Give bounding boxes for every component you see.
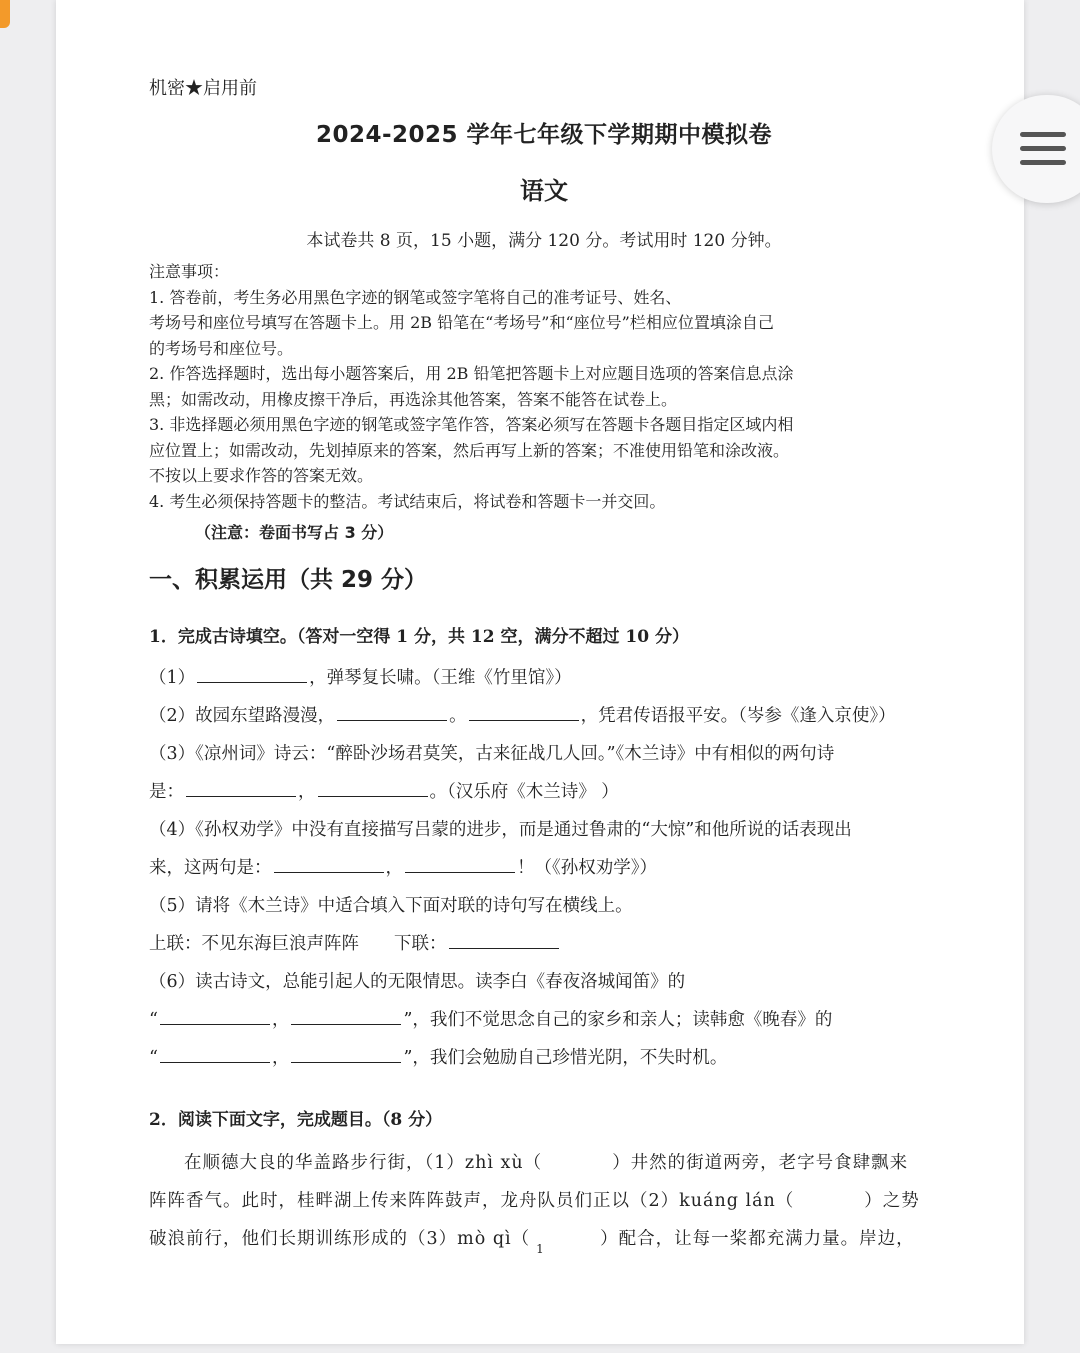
fill-blank xyxy=(318,795,428,797)
notice-line: 4. 考生必须保持答题卡的整洁。考试结束后，将试卷和答题卡一并交回。 xyxy=(149,491,666,511)
passage-text: 破浪前行，他们长期训练形成的（3）mò qì（ xyxy=(149,1229,531,1249)
q1-text: ， xyxy=(271,1048,290,1068)
q1-text: （2）故园东望路漫漫， xyxy=(149,706,336,726)
passage-text: ）之势 xyxy=(864,1191,920,1211)
fill-blank xyxy=(274,871,384,873)
notice-block xyxy=(149,259,939,514)
q1-text: （1） xyxy=(149,668,196,688)
passage-line xyxy=(149,1144,939,1182)
passage-text: 阵阵香气。此时，桂畔湖上传来阵阵鼓声，龙舟队员们正以（2）kuáng lán（ xyxy=(149,1191,795,1211)
passage-line xyxy=(149,1182,939,1220)
menu-bar xyxy=(1020,132,1066,137)
q1-text: ，凭君传语报平安。（岑参《逢入京使》） xyxy=(580,706,896,726)
handwriting-note: （注意：卷面书写占 3 分） xyxy=(195,523,394,542)
exam-title: 2024-2025 学年七年级下学期期中模拟卷 xyxy=(315,122,773,148)
notice-line: 应位置上；如需改动，先划掉原来的答案，然后再写上新的答案；不准使用铅笔和涂改液。 xyxy=(149,440,790,460)
q1-line xyxy=(149,773,939,811)
q1-line: （6）读古诗文，总能引起人的无限情思。读李白《春夜洛城闻笛》的 xyxy=(149,972,686,992)
q1-text: ，弹琴复长啸。（王维《竹里馆》） xyxy=(309,668,572,688)
fill-blank xyxy=(291,1023,401,1025)
q1-line: （5）请将《木兰诗》中适合填入下面对联的诗句写在横线上。 xyxy=(149,896,633,916)
q1-text: ”，我们不觉思念自己的家乡和亲人；读韩愈《晚春》的 xyxy=(403,1010,833,1030)
page-number: 1 xyxy=(536,1242,544,1256)
q1-text: ， xyxy=(271,1010,290,1030)
notice-line: 1. 答卷前，考生务必用黑色字迹的钢笔或签字笔将自己的准考证号、姓名、 xyxy=(149,287,682,307)
question-2-passage xyxy=(149,1144,939,1258)
notice-line: 的考场号和座位号。 xyxy=(149,338,294,358)
passage-text: 在顺德大良的华盖路步行街，（1）zhì xù（ xyxy=(184,1153,543,1173)
q1-line xyxy=(149,659,939,697)
notice-line: 2. 作答选择题时，选出每小题答案后，用 2B 铅笔把答题卡上对应题目选项的答案信息点涂 xyxy=(149,364,794,383)
fill-blank xyxy=(160,1061,270,1063)
notice-line: 黑；如需改动，用橡皮擦干净后，再选涂其他答案，答案不能答在试卷上。 xyxy=(149,389,678,409)
fill-blank xyxy=(186,795,296,797)
q1-text: 。 xyxy=(449,706,467,726)
page-content xyxy=(149,74,939,1258)
fill-blank xyxy=(160,1023,270,1025)
q1-line: （4）《孙权劝学》中没有直接描写吕蒙的进步，而是通过鲁肃的“大惊”和他所说的话表现出 xyxy=(149,820,852,840)
passage-text: ）配合，让每一桨都充满力量。岸边， xyxy=(600,1229,915,1249)
notice-line: 考场号和座位号填写在答题卡上。用 2B 铅笔在“考场号”和“座位号”栏相应位置填涂自己 xyxy=(149,313,774,332)
q1-text: ”，我们会勉励自己珍惜光阴，不失时机。 xyxy=(403,1048,728,1068)
section-title: 一、积累运用（共 29 分） xyxy=(149,567,428,593)
exam-subject: 语文 xyxy=(520,177,568,205)
q1-text: “ xyxy=(149,1048,158,1068)
q1-line xyxy=(149,925,939,963)
fill-blank xyxy=(469,719,579,721)
document-page xyxy=(56,0,1024,1344)
menu-bar xyxy=(1020,160,1066,165)
q1-text: ， xyxy=(385,858,403,878)
fill-blank xyxy=(449,947,559,949)
notice-heading: 注意事项： xyxy=(149,262,230,281)
fill-blank xyxy=(197,681,307,683)
q1-text: ！（《孙权劝学》） xyxy=(517,858,657,878)
q1-line xyxy=(149,1001,939,1039)
q1-line xyxy=(149,849,939,887)
fill-blank xyxy=(291,1061,401,1063)
q1-text: ， xyxy=(298,782,316,802)
question-1-title: 1．完成古诗填空。（答对一空得 1 分，共 12 空，满分不超过 10 分） xyxy=(149,627,689,647)
passage-text: ）井然的街道两旁，老字号食肆飘来 xyxy=(612,1153,909,1173)
fill-blank xyxy=(337,719,447,721)
orange-corner-tab xyxy=(0,0,10,28)
q1-line xyxy=(149,1039,939,1077)
q1-text: “ xyxy=(149,1010,158,1030)
secret-label: 机密★启用前 xyxy=(149,78,257,99)
q1-line: （3）《凉州词》诗云：“醉卧沙场君莫笑，古来征战几人回。”《木兰诗》中有相似的两句诗 xyxy=(149,744,835,764)
fill-blank xyxy=(405,871,515,873)
notice-line: 不按以上要求作答的答案无效。 xyxy=(149,466,374,485)
exam-info: 本试卷共 8 页，15 小题，满分 120 分。考试用时 120 分钟。 xyxy=(306,231,782,251)
q1-text: 是： xyxy=(149,782,184,802)
q1-text: 来，这两句是： xyxy=(149,858,272,878)
q1-text: 上联：不见东海巨浪声阵阵 下联： xyxy=(149,934,447,954)
q1-text: 。（汉乐府《木兰诗》 ） xyxy=(429,782,619,802)
question-1-items xyxy=(149,659,939,1077)
q1-line xyxy=(149,697,939,735)
menu-bar xyxy=(1020,146,1066,151)
question-2-title: 2．阅读下面文字，完成题目。（8 分） xyxy=(149,1110,443,1130)
notice-line: 3. 非选择题必须用黑色字迹的钢笔或签字笔作答，答案必须写在答题卡各题目指定区域内相 xyxy=(149,415,794,434)
